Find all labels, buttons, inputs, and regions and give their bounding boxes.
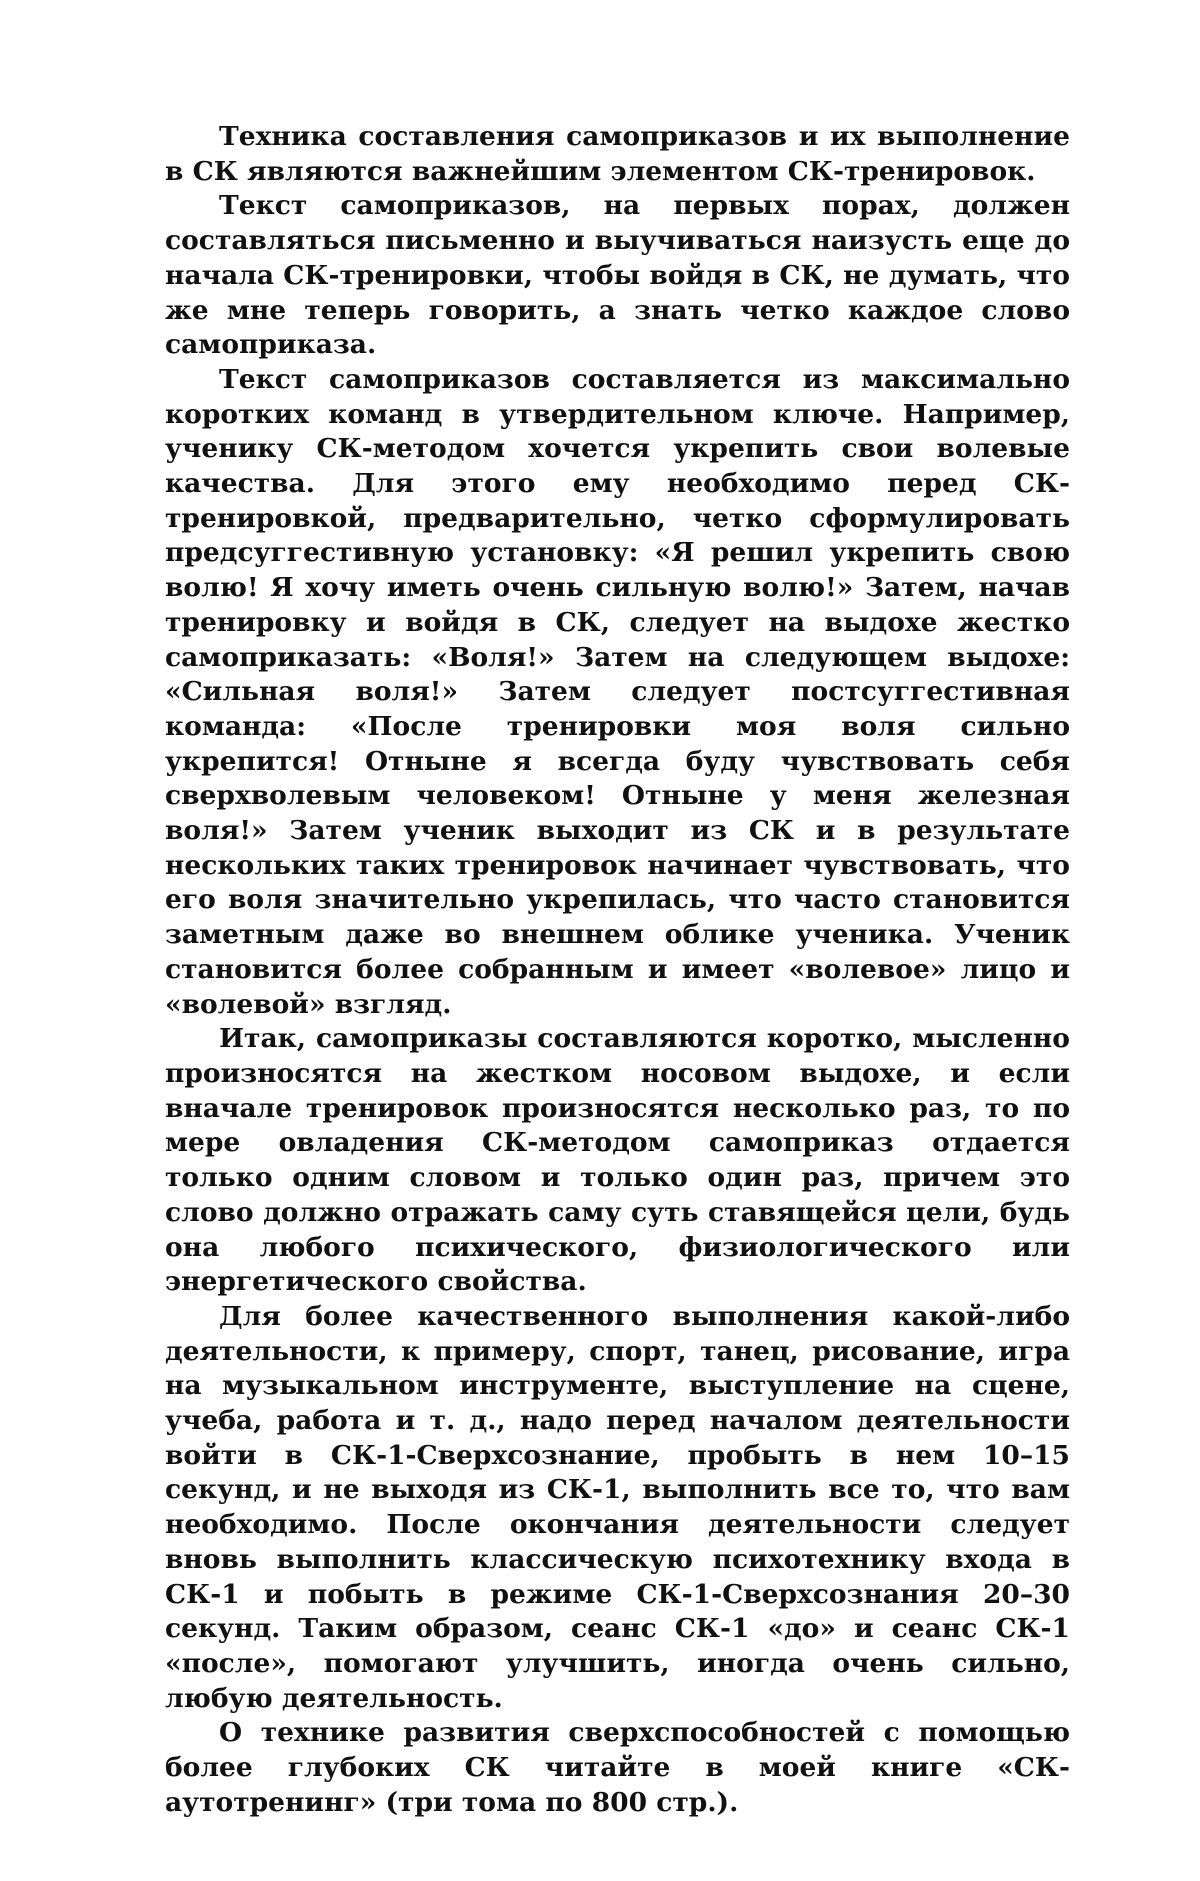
paragraph-2: Текст самоприказов, на первых порах, должен составляться письменно и выучиваться наизусть еще до начала СК-тренировки, чтобы войдя в СК, не думать, что же мне теперь говорить, а знать четко каждое слово самоприказа. (165, 190, 1070, 361)
paragraph-6: О технике развития сверхспособностей с помощью более глубоких СК читайте в моей книге «СК-аутотренинг» (три тома по 800 стр.). (165, 1717, 1070, 1818)
paragraph-5: Для более качественного выполнения какой-либо деятельности, к примеру, спорт, танец, рисование, игра на музыкальном инструменте, выступление на сцене, учеба, работа и т. д., надо перед началом деятельности войти в СК-1-Сверхсознание, пробыть в нем 10–15 секунд, и не выходя из СК-1, выполнить все то, что вам необходимо. После окончания деятельности следует вновь выполнить классическую психотехнику входа в СК-1 и побыть в режиме СК-1-Сверхсознания 20–30 секунд. Таким образом, сеанс СК-1 «до» и сеанс СК-1 «после», помогают улучшить, иногда очень сильно, любую деятельность. (165, 1300, 1070, 1714)
paragraph-4: Итак, самоприказы составляются коротко, мысленно произносятся на жестком носовом выдохе, и если вначале тренировок произносятся несколько раз, то по мере овладения СК-методом самоприказ отдается только одним словом и только один раз, причем это слово должно отражать саму суть ставящейся цели, будь она любого психического, физиологического или энергетического свойства. (165, 1023, 1070, 1298)
body-text (165, 120, 1070, 1820)
paragraph-3: Текст самоприказов составляется из максимально коротких команд в утвердительном ключе. Например, ученику СК-методом хочется укрепить свои волевые качества. Для этого ему необходимо перед СК-тренировкой, предварительно, четко сформулировать предсуггестивную установку: «Я решил укрепить свою волю! Я хочу иметь очень сильную волю!» Затем, начав тренировку и войдя в СК, следует на выдохе жестко самоприказать: «Воля!» Затем на следующем выдохе: «Сильная воля!» Затем следует постсуггестивная команда: «После тренировки моя воля сильно укрепится! Отныне я всегда буду чувствовать себя сверхволевым человеком! Отныне у меня железная воля!» Затем ученик выходит из СК и в результате нескольких таких тренировок начинает чувствовать, что его воля значительно укрепилась, что часто становится заметным даже во внешнем облике ученика. Ученик становится более собранным и имеет «волевое» лицо и «волевой» взгляд. (165, 363, 1070, 1020)
paragraph-1: Техника составления самоприказов и их выполнение в СК являются важнейшим элементом СК-тренировок. (165, 121, 1070, 187)
